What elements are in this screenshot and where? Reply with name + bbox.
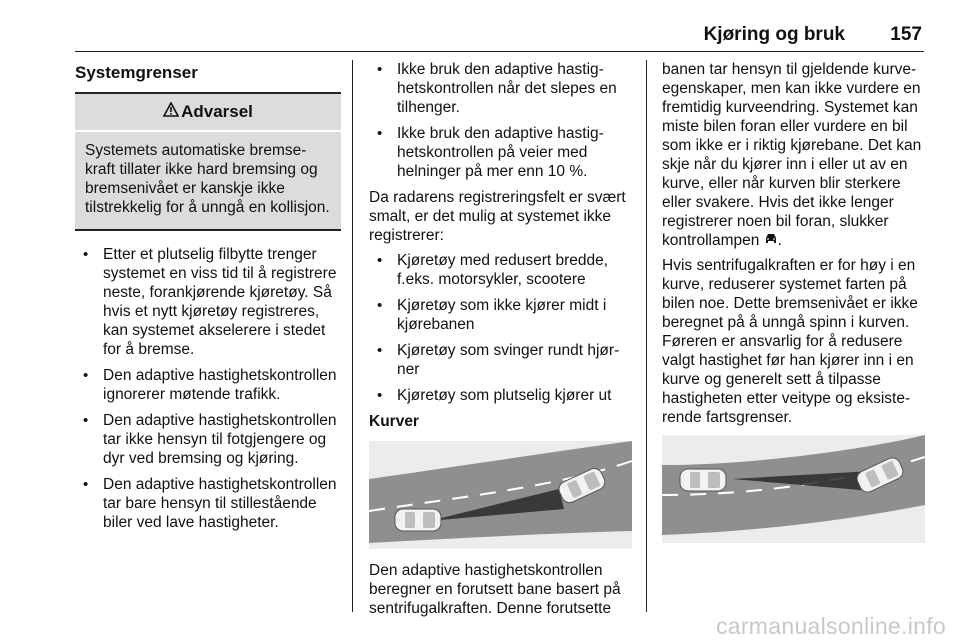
watermark: carmanualsonline.info: [715, 613, 946, 639]
paragraph-1-text: banen tar hensyn til gjeldende kurveegenskaper, men kan ikke vurdere en fremtidig kurveendring. Systemet kan miste bilen foran eller vurdere en bil som ikke er i riktig kjørebane. Det kan skje når du kjører inn i eller ut av en kurve, eller når kurven blir sterkere eller svakere. Hvis det ikke lenger registrerer noen bil foran, slukker kontrollampen: [662, 61, 922, 249]
warning-header: [75, 94, 341, 132]
list-item: • Ikke bruk den adaptive hastighetskontrollen på veier med helninger på mer enn 10 %.: [369, 124, 634, 181]
warning-box: [75, 92, 341, 231]
figure-caption: Den adaptive hastighetskontrollen beregner en forutsett bane basert på sentrifugalkraften. Denne forutsette: [369, 562, 621, 617]
curve-illustration-1: [369, 441, 632, 549]
bullet-list-bottom: [369, 251, 634, 405]
warning-text: Systemets automatiske bremsekraft tillater ikke hard bremsing og bremsenivået er kanskje ikke tilstrekkelig for å unngå en kollisjon.: [85, 142, 330, 216]
warning-title: Advarsel: [181, 102, 253, 121]
header-rule: [75, 51, 924, 52]
bullet-list-top: [369, 60, 634, 181]
warning-triangle-icon: [163, 102, 179, 121]
column-2: [369, 60, 634, 624]
paragraph: Da radarens registreringsfelt er svært smalt, er det mulig at systemet ikke registrerer:: [369, 189, 626, 244]
list-item: • Den adaptive hastighetskontrollen tar ikke hensyn til fotgjengere og dyr ved bremsing og kjøring.: [75, 411, 341, 468]
list-item: • Etter et plutselig filbytte trenger systemet en viss tid til å registrere neste, forankjørende kjøretøy. Så hvis et nytt kjøretøy registreres, kan systemet akselerere i stedet for å bremse.: [75, 245, 341, 359]
column-divider-1: [352, 60, 353, 612]
list-item: • Kjøretøy med redusert bredde, f.eks. motorsykler, scootere: [369, 251, 634, 289]
list-item: • Den adaptive hastighetskontrollen ignorerer møtende trafikk.: [75, 366, 341, 404]
own-car-icon: [395, 509, 441, 531]
list-item: • Kjøretøy som plutselig kjører ut: [369, 386, 634, 405]
paragraph-2: Hvis sentrifugalkraften er for høy i en kurve, reduserer systemet farten på bilen noe. Dette bremsenivået er ikke beregnet på å unngå spinn i kurven. Føreren er ansvarlig for å redusere valgt hastighet før han kjører inn i en kurve og generelt sett å tilpasse hastigheten etter veitype og eksisterende fartsgrenser.: [662, 257, 918, 427]
column-divider-2: [646, 60, 647, 612]
list-item: • Ikke bruk den adaptive hastighetskontrollen når det slepes en tilhenger.: [369, 60, 634, 117]
own-car-icon: [680, 469, 726, 491]
paragraph-1-end: .: [777, 232, 782, 249]
section-title: Systemgrenser: [75, 63, 198, 82]
list-item: • Kjøretøy som ikke kjører midt i kjørebanen: [369, 296, 634, 334]
paragraph-1: [662, 60, 927, 250]
car-front-icon: [764, 231, 778, 250]
curve-illustration-2: [662, 435, 925, 543]
bullet-list: [75, 245, 341, 532]
list-item: • Den adaptive hastighetskontrollen tar bare hensyn til stillestående biler ved lave hastigheter.: [75, 475, 341, 532]
list-item: • Kjøretøy som svinger rundt hjørner: [369, 341, 634, 379]
column-1: [75, 60, 341, 539]
column-3: [662, 60, 927, 555]
page-header-title: Kjøring og bruk: [703, 24, 845, 45]
page-number: 157: [890, 24, 922, 45]
subheading: Kurver: [369, 413, 419, 430]
